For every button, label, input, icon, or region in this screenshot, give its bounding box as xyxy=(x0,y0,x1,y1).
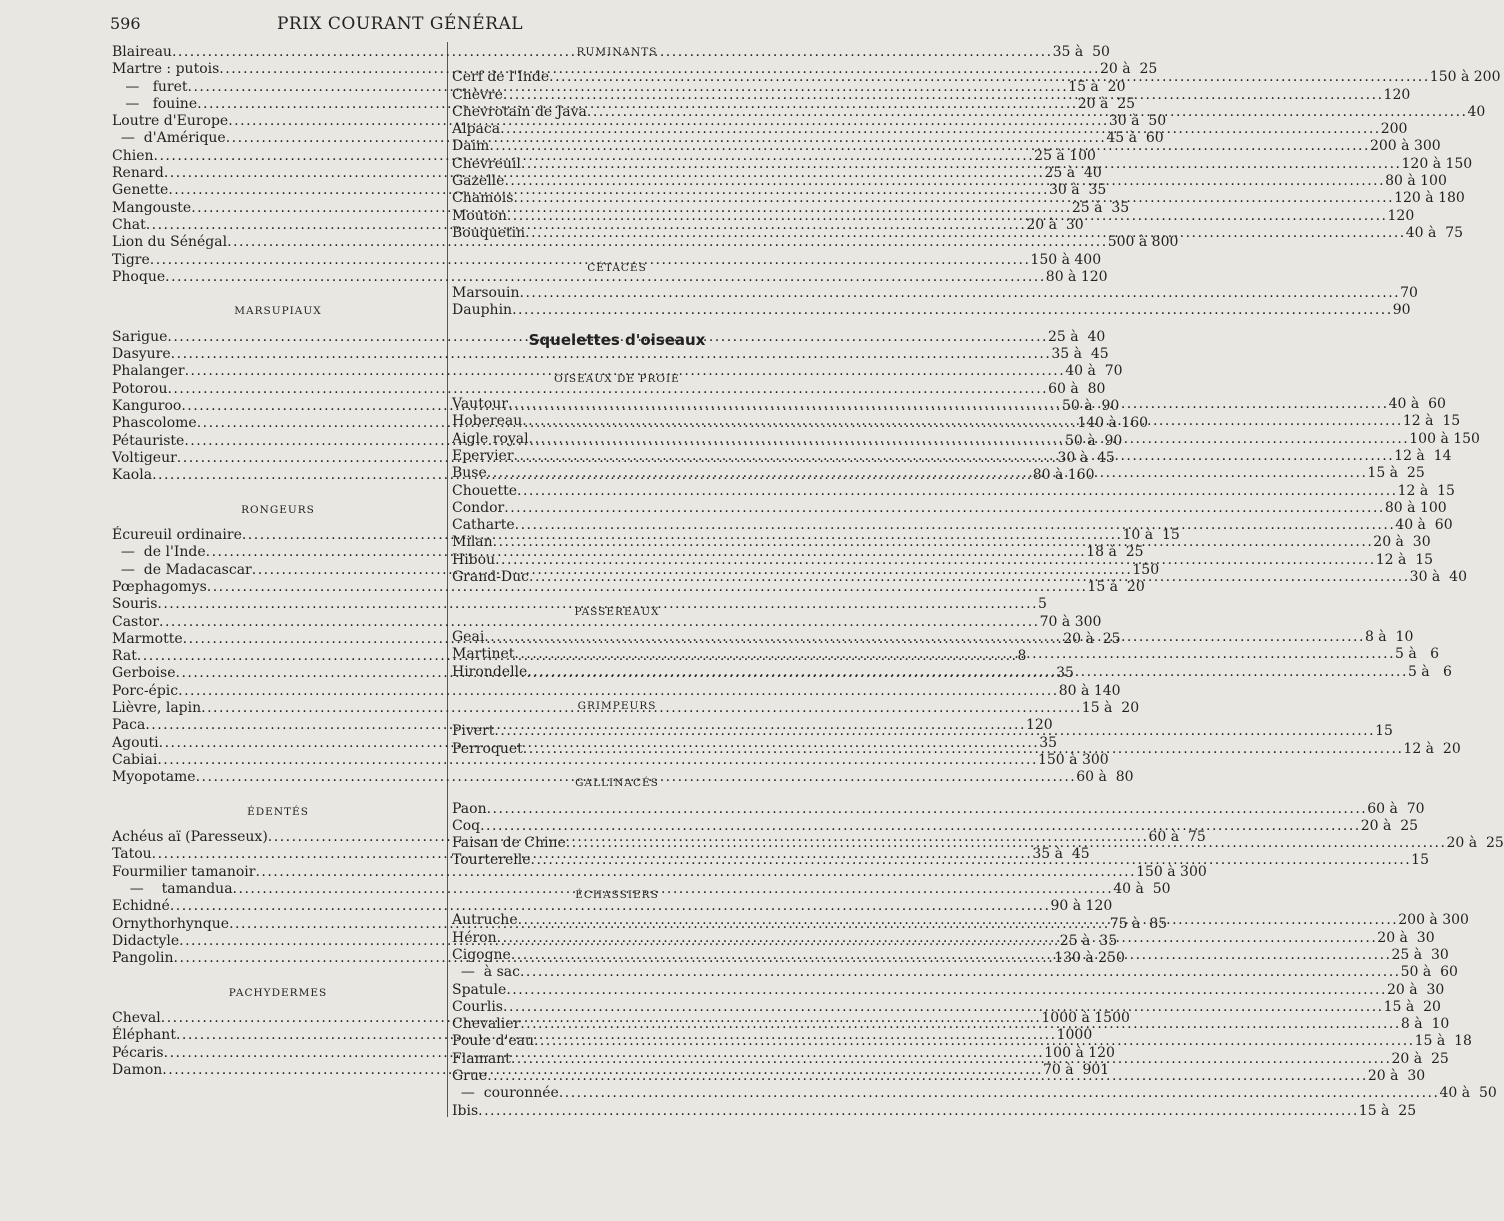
price-entry xyxy=(112,682,1121,700)
section-spacer xyxy=(112,967,444,984)
entry-name: Loutre d'Europe xyxy=(112,113,229,130)
entry-price: 200 à 300 xyxy=(1398,912,1469,929)
leader-dots xyxy=(512,302,1393,319)
price-entry xyxy=(452,517,1453,534)
leader-dots xyxy=(527,664,1408,681)
entry-name: Kaola xyxy=(112,467,153,484)
entry-name: Chien xyxy=(112,147,154,164)
entry-price: 80 à 100 xyxy=(1385,173,1447,190)
entry-name: Paca xyxy=(112,717,146,734)
price-entry xyxy=(452,1102,1417,1120)
entry-price: 12 à 20 xyxy=(1403,740,1461,757)
leader-dots xyxy=(480,818,1361,835)
entry-name: Damon xyxy=(112,1061,163,1078)
entry-name: Cigogne xyxy=(452,946,511,963)
section-spacer xyxy=(112,286,444,303)
leader-dots xyxy=(511,1051,1392,1068)
price-entry xyxy=(452,817,1419,835)
entry-name: Pécaris xyxy=(112,1044,164,1061)
section-spacer xyxy=(452,793,782,801)
entry-price: 12 à 15 xyxy=(1402,413,1461,430)
entry-price: 200 xyxy=(1380,121,1408,138)
entry-price: 20 à 25 xyxy=(1391,1050,1449,1067)
leader-dots xyxy=(487,465,1368,482)
entry-name: Phascolome xyxy=(112,415,197,432)
entry-price: 25 à 40 xyxy=(1048,328,1106,345)
entry-name: Gerboise xyxy=(112,665,176,682)
entry-name: Catharte xyxy=(452,517,515,534)
leader-dots xyxy=(497,930,1378,947)
section-spacer xyxy=(452,904,782,912)
entry-name: Lièvre, lapin xyxy=(112,699,202,716)
section-spacer xyxy=(112,1002,444,1010)
entry-name: Grue xyxy=(452,1068,488,1085)
leader-dots xyxy=(521,156,1402,173)
entry-price: 15 xyxy=(1375,723,1393,740)
entry-name: Lion du Sénégal xyxy=(112,234,228,251)
price-entry xyxy=(452,646,1440,663)
entry-price: 40 xyxy=(1467,103,1486,120)
entry-name: Aigle royal xyxy=(452,430,529,447)
section-spacer xyxy=(452,681,782,698)
entry-name: Genette xyxy=(112,182,169,199)
section-spacer xyxy=(112,484,444,501)
entry-price: 12 à 15 xyxy=(1375,551,1434,568)
entry-price: 70 à 300 xyxy=(1039,613,1102,630)
entry-name: Tatou xyxy=(112,846,152,863)
entry-price: 120 xyxy=(1025,717,1053,734)
section-heading-passereaux: PASSEREAUX xyxy=(574,605,660,618)
leader-dots xyxy=(522,413,1403,430)
entry-name: Chevalier xyxy=(452,1016,521,1033)
leader-dots xyxy=(523,741,1404,758)
entry-price: 5 à 6 xyxy=(1407,663,1452,680)
entry-price: 5 xyxy=(1038,596,1047,613)
entry-name: Pivert xyxy=(452,723,495,740)
entry-name: Daim xyxy=(452,138,490,155)
entry-price: 90 à 120 xyxy=(1050,898,1113,915)
entry-name: Dasyure xyxy=(112,346,171,363)
entry-name: Echidné xyxy=(112,898,170,915)
section-heading-edentes: ÉDENTÉS xyxy=(247,805,309,818)
entry-price: 5 à 6 xyxy=(1395,646,1440,663)
entry-price: 10 à 15 xyxy=(1122,527,1180,544)
leader-dots xyxy=(559,1085,1440,1102)
entry-price: 150 à 400 xyxy=(1030,251,1102,268)
entry-price: 35 à 45 xyxy=(1051,346,1109,363)
entry-price: 80 à 160 xyxy=(1032,467,1095,484)
entry-price: 120 à 150 xyxy=(1401,155,1473,172)
entry-name: Cabiai xyxy=(112,751,158,768)
entry-price: 50 à 90 xyxy=(1062,397,1120,414)
entry-price: 120 xyxy=(1383,86,1411,103)
entry-name: Sarigue xyxy=(112,328,168,345)
leader-dots xyxy=(549,69,1430,86)
leader-dots xyxy=(487,801,1368,818)
entry-name: Pœphagomys xyxy=(112,578,207,595)
entry-price: 15 à 20 xyxy=(1081,699,1140,716)
section-spacer xyxy=(452,758,782,775)
leader-dots xyxy=(507,208,1388,225)
leader-dots xyxy=(513,190,1394,207)
entry-name: — de Madacascar xyxy=(112,561,252,578)
price-entry xyxy=(452,499,1447,517)
entry-price: 1000 xyxy=(1056,1027,1093,1044)
entry-price: 15 à 20 xyxy=(1087,578,1145,595)
entry-name: Flamant xyxy=(452,1050,511,1067)
entry-name: Ibis xyxy=(452,1102,479,1119)
entry-price: 75 à 85 xyxy=(1109,915,1168,932)
section-heading-grimpeurs: GRIMPEURS xyxy=(577,700,657,713)
price-entry xyxy=(112,346,1109,363)
section-heading-echassiers: ÉCHASSIERS xyxy=(575,889,659,902)
entry-name: Didactyle xyxy=(112,932,180,949)
price-entry xyxy=(112,578,1145,596)
entry-name: — furet xyxy=(112,78,188,95)
section-heading-gallinaces: GALLINACÉS xyxy=(575,777,659,790)
section-heading-pachydermes: PACHYDERMES xyxy=(228,986,328,999)
entry-price: 20 à 30 xyxy=(1026,216,1084,233)
entry-price: 35 à 45 xyxy=(1032,846,1090,863)
leader-dots xyxy=(508,396,1389,413)
entry-price: 40 à 60 xyxy=(1388,396,1446,413)
entry-price: 150 à 200 xyxy=(1429,69,1501,86)
price-entry xyxy=(452,482,1455,500)
entry-price: 60 à 80 xyxy=(1076,769,1134,786)
entry-price: 30 à 50 xyxy=(1108,113,1167,130)
price-entry xyxy=(452,981,1445,999)
entry-name: Ornythorhynque xyxy=(112,915,230,932)
leader-dots xyxy=(514,646,1395,663)
leader-dots xyxy=(506,982,1387,999)
entry-name: Grand-Duc xyxy=(452,569,530,586)
section-spacer xyxy=(452,353,782,370)
entry-name: Renard xyxy=(112,165,164,182)
entry-name: Dauphin xyxy=(452,302,513,319)
entry-price: 90 xyxy=(1392,302,1411,319)
entry-price: 40 à 50 xyxy=(1439,1085,1497,1102)
entry-price: 25 à 30 xyxy=(1391,946,1449,963)
entry-price: 120 xyxy=(1387,207,1415,224)
entry-name: Myopotame xyxy=(112,769,196,786)
entry-name: Chat xyxy=(112,216,146,233)
entry-price: 15 à 20 xyxy=(1068,78,1126,95)
entry-price: 25 à 100 xyxy=(1034,147,1096,164)
entry-name: — de l'Inde xyxy=(112,544,206,561)
leader-dots xyxy=(503,87,1384,104)
entry-name: Mangouste xyxy=(112,199,192,216)
entry-name: Kanguroo xyxy=(112,397,182,414)
entry-price: 30 à 40 xyxy=(1409,569,1467,586)
entry-name: Castor xyxy=(112,613,159,630)
entry-name: Spatule xyxy=(452,981,507,998)
entry-price: 20 à 25 xyxy=(1077,95,1136,112)
entry-price: 8 à 10 xyxy=(1364,628,1414,645)
entry-name: Blaireau xyxy=(112,44,172,60)
entry-price: 70 à 901 xyxy=(1042,1061,1110,1078)
entry-price: 40 à 70 xyxy=(1065,363,1123,380)
entry-name: Condor xyxy=(452,499,505,516)
entry-price: 15 à 25 xyxy=(1358,1102,1417,1119)
entry-price: 50 à 90 xyxy=(1064,432,1123,449)
entry-name: Éléphant xyxy=(112,1027,176,1044)
entry-name: — d'Amérique xyxy=(112,130,226,147)
entry-price: 25 à 40 xyxy=(1044,165,1102,182)
entry-price: 20 à 30 xyxy=(1386,981,1445,998)
price-entry xyxy=(452,800,1425,818)
entry-name: Faisan de Chine xyxy=(452,835,566,852)
section-spacer xyxy=(452,319,782,327)
price-entry xyxy=(452,302,1411,319)
entry-price: 15 à 18 xyxy=(1414,1033,1472,1050)
price-entry xyxy=(452,284,1418,302)
entry-name: Marsouin xyxy=(452,284,520,301)
entry-price: 150 à 300 xyxy=(1037,751,1109,768)
entry-name: Autruche xyxy=(452,912,518,929)
entry-price: 20 à 25 xyxy=(1063,630,1121,647)
entry-price: 35 à 50 xyxy=(1052,44,1110,60)
leader-dots xyxy=(511,947,1392,964)
section-spacer xyxy=(452,277,782,285)
section-spacer xyxy=(452,870,782,887)
entry-price: 12 à 15 xyxy=(1397,482,1455,499)
price-entry xyxy=(452,998,1441,1016)
entry-name: — fouine xyxy=(112,95,198,112)
price-entry xyxy=(112,613,1102,631)
leader-dots xyxy=(587,104,1468,121)
leader-dots xyxy=(478,1103,1359,1120)
leader-dots xyxy=(517,483,1398,500)
leader-dots xyxy=(495,552,1376,569)
leader-dots xyxy=(489,138,1370,155)
leader-dots xyxy=(529,569,1410,586)
entry-name: Chamois xyxy=(452,190,514,207)
section-heading-rongeurs: RONGEURS xyxy=(241,503,315,516)
major-heading: Squelettes d'oiseaux xyxy=(528,331,706,350)
entry-name: Écureuil ordinaire xyxy=(112,527,242,544)
leader-dots xyxy=(529,431,1410,448)
price-entry xyxy=(112,863,1207,881)
entry-name: Chèvre xyxy=(452,86,503,103)
entry-name: Phoque xyxy=(112,268,166,285)
entry-name: Pangolin xyxy=(112,950,174,967)
entry-name: Souris xyxy=(112,596,158,613)
entry-name: Phalanger xyxy=(112,363,185,380)
entry-name: Tigre xyxy=(112,251,150,268)
section-spacer xyxy=(112,519,444,527)
leader-dots xyxy=(515,517,1396,534)
entry-name: Geai xyxy=(452,628,485,645)
entry-name: Héron xyxy=(452,929,497,946)
section-spacer xyxy=(112,786,444,803)
entry-name: Courlis xyxy=(452,998,503,1015)
entry-price: 200 à 300 xyxy=(1369,138,1441,155)
leader-dots xyxy=(534,1033,1415,1050)
leader-dots xyxy=(531,852,1412,869)
leader-dots xyxy=(500,121,1381,138)
section-spacer xyxy=(452,61,782,69)
entry-name: Bouquetin xyxy=(452,224,526,241)
entry-price: 25 à 35 xyxy=(1071,199,1130,216)
entry-name: Coq xyxy=(452,817,481,834)
entry-price: 500 à 800 xyxy=(1107,234,1179,251)
leader-dots xyxy=(520,1016,1401,1033)
price-entry xyxy=(112,380,1106,398)
running-title: PRIX COURANT GÉNÉRAL xyxy=(276,14,524,34)
entry-price: 20 à 25 xyxy=(1360,817,1419,834)
leader-dots xyxy=(503,999,1384,1016)
entry-name: Perroquet xyxy=(452,740,523,757)
entry-price: 12 à 14 xyxy=(1394,447,1452,464)
entry-name: Mouton xyxy=(452,207,507,224)
entry-price: 20 à 30 xyxy=(1377,929,1435,946)
entry-name: Epervier xyxy=(452,447,514,464)
entry-price: 15 xyxy=(1411,852,1429,869)
entry-price: 80 à 120 xyxy=(1045,268,1108,285)
leader-dots xyxy=(487,1068,1368,1085)
page-number: 596 xyxy=(110,14,141,33)
entry-name: Gazelle xyxy=(452,173,505,190)
entry-name: Chouette xyxy=(452,482,517,499)
section-spacer xyxy=(452,242,782,259)
leader-dots xyxy=(493,534,1374,551)
entry-name: Buse xyxy=(452,465,487,482)
entry-name: Paon xyxy=(452,800,487,817)
entry-price: 40 à 75 xyxy=(1405,224,1464,241)
entry-price: 140 à 160 xyxy=(1077,415,1149,432)
entry-price: 20 à 25 xyxy=(1099,61,1158,78)
section-spacer xyxy=(112,321,444,329)
leader-dots xyxy=(520,964,1401,981)
entry-price: 30 à 45 xyxy=(1057,449,1115,466)
section-spacer xyxy=(452,715,782,723)
entry-price: 8 à 10 xyxy=(1400,1016,1450,1033)
price-entry xyxy=(112,268,1108,286)
entry-price: 35 xyxy=(1056,665,1074,682)
leader-dots xyxy=(504,500,1385,517)
entry-price: 35 xyxy=(1039,734,1058,751)
entry-price: 100 à 150 xyxy=(1409,430,1480,447)
entry-price: 1000 à 1500 xyxy=(1041,1010,1130,1027)
leader-dots xyxy=(514,448,1395,465)
entry-price: 150 à 300 xyxy=(1136,863,1207,880)
entry-price: 20 à 25 xyxy=(1446,835,1504,852)
section-heading-cetaces: CÉTACÉS xyxy=(587,261,647,274)
price-entry xyxy=(112,751,1109,769)
entry-name: — tamandua xyxy=(112,880,233,897)
entry-name: Fourmilier tamanoir xyxy=(112,863,256,880)
entry-price: 8 xyxy=(1017,648,1027,665)
entry-price: 60 à 70 xyxy=(1367,800,1425,817)
entry-name: — à sac xyxy=(452,964,520,981)
leader-dots xyxy=(520,285,1401,302)
entry-name: Vautour xyxy=(452,396,508,413)
price-entry xyxy=(112,234,1179,251)
entry-name: Milan xyxy=(452,534,493,551)
entry-price: 20 à 30 xyxy=(1373,534,1431,551)
entry-price: 130 à 250 xyxy=(1054,950,1125,967)
entry-name: Hibou xyxy=(452,551,496,568)
entry-name: Porc-épic xyxy=(112,682,179,699)
entry-name: Alpaca xyxy=(452,121,501,138)
section-heading-ruminants: RUMINANTS xyxy=(576,46,658,58)
leader-dots xyxy=(484,629,1365,646)
entry-price: 100 à 120 xyxy=(1044,1044,1115,1061)
entry-price: 15 à 20 xyxy=(1383,998,1441,1015)
section-heading-marsupiaux: MARSUPIAUX xyxy=(234,305,322,318)
entry-name: Agouti xyxy=(112,734,159,751)
entry-price: 60 à 80 xyxy=(1048,380,1106,397)
leader-dots xyxy=(518,912,1399,929)
entry-name: Hirondelle xyxy=(452,663,528,680)
entry-name: Voltigeur xyxy=(112,449,177,466)
leader-dots xyxy=(566,835,1447,852)
section-spacer xyxy=(452,586,782,603)
section-spacer xyxy=(112,821,444,829)
entry-name: Chevreuil xyxy=(452,155,521,172)
entry-name: Rat xyxy=(112,648,137,665)
entry-name: Pétauriste xyxy=(112,432,185,449)
section-heading-oiseaux-de-proie: OISEAUX DE PROIE xyxy=(554,372,680,385)
entry-name: Marmotte xyxy=(112,630,183,647)
section-spacer xyxy=(452,388,782,396)
entry-price: 80 à 100 xyxy=(1384,499,1447,516)
entry-price: 25 à 35 xyxy=(1059,932,1118,949)
entry-name: Martinet xyxy=(452,646,515,663)
entry-name: Hobereau xyxy=(452,413,523,430)
entry-name: — couronnée xyxy=(452,1085,559,1102)
entry-price: 60 à 75 xyxy=(1148,829,1206,846)
entry-price: 45 à 60 xyxy=(1106,130,1164,147)
price-entry xyxy=(452,1085,1497,1102)
entry-price: 15 à 25 xyxy=(1367,465,1425,482)
leader-dots xyxy=(494,723,1375,740)
entry-price: 30 à 35 xyxy=(1048,182,1107,199)
entry-price: 80 à 140 xyxy=(1058,682,1121,699)
entry-name: Martre : putois xyxy=(112,61,220,78)
entry-price: 70 xyxy=(1400,284,1418,301)
entry-name: Chevrotain de Java xyxy=(452,103,587,120)
leader-dots xyxy=(504,173,1385,190)
entry-price: 120 à 180 xyxy=(1394,190,1465,207)
leader-dots xyxy=(525,225,1406,242)
entry-name: Poule d'eau xyxy=(452,1033,534,1050)
entry-name: Cheval xyxy=(112,1010,161,1027)
entry-name: Achéus aï (Paresseux) xyxy=(112,829,268,846)
entry-price: 40 à 60 xyxy=(1395,517,1453,534)
entry-name: Potorou xyxy=(112,380,168,397)
section-spacer xyxy=(452,621,782,629)
price-entry xyxy=(452,964,1458,981)
entry-price: 40 à 50 xyxy=(1113,880,1171,897)
entry-price: 20 à 30 xyxy=(1367,1068,1426,1085)
entry-name: Tourterelle xyxy=(452,852,531,869)
entry-price: 50 à 60 xyxy=(1400,964,1458,981)
price-entry xyxy=(112,898,1113,915)
entry-name: Cerf de l'Inde xyxy=(452,69,550,86)
entry-price: 18 à 25 xyxy=(1086,544,1144,561)
entry-price: 150 xyxy=(1132,561,1160,578)
